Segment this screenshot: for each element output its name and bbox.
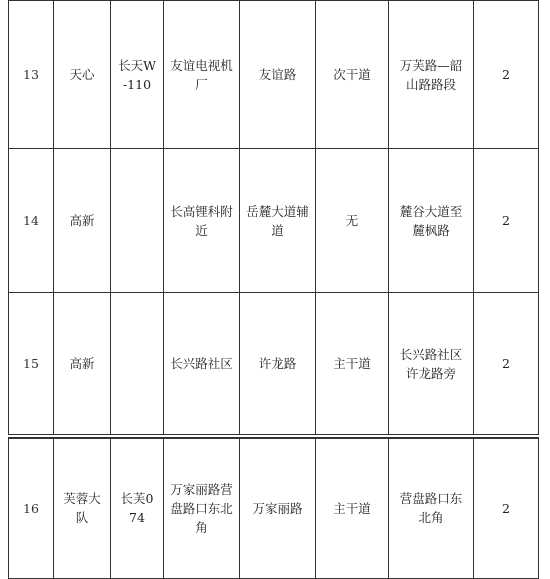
code-cell: 长天W-110 bbox=[111, 1, 164, 149]
violation-table bbox=[8, 0, 539, 435]
row-number: 15 bbox=[9, 293, 54, 435]
road-class-cell: 次干道 bbox=[316, 1, 389, 149]
location-cell: 友谊电视机厂 bbox=[164, 1, 240, 149]
road-class-cell: 主干道 bbox=[316, 293, 389, 435]
section-cell: 麓谷大道至麓枫路 bbox=[389, 149, 474, 293]
count-cell: 2 bbox=[474, 293, 539, 435]
count-cell: 2 bbox=[474, 438, 539, 578]
section-cell: 万芙路—韶山路路段 bbox=[389, 1, 474, 149]
location-cell: 长兴路社区 bbox=[164, 293, 240, 435]
code-cell bbox=[111, 149, 164, 293]
row-number: 14 bbox=[9, 149, 54, 293]
row-number: 13 bbox=[9, 1, 54, 149]
section-cell: 长兴路社区许龙路旁 bbox=[389, 293, 474, 435]
road-cell: 岳麓大道辅道 bbox=[240, 149, 316, 293]
road-cell: 许龙路 bbox=[240, 293, 316, 435]
road-cell: 友谊路 bbox=[240, 1, 316, 149]
count-cell: 2 bbox=[474, 1, 539, 149]
section-cell: 营盘路口东北角 bbox=[389, 438, 474, 578]
road-cell: 万家丽路 bbox=[240, 438, 316, 578]
area-cell: 高新 bbox=[54, 149, 111, 293]
table-row bbox=[9, 149, 539, 293]
location-cell: 长高锂科附近 bbox=[164, 149, 240, 293]
code-cell: 长芙074 bbox=[111, 438, 164, 578]
violation-table-continued bbox=[8, 437, 539, 579]
table-row bbox=[9, 293, 539, 435]
road-class-cell: 主干道 bbox=[316, 438, 389, 578]
table-row bbox=[9, 438, 539, 578]
count-cell: 2 bbox=[474, 149, 539, 293]
road-class-cell: 无 bbox=[316, 149, 389, 293]
table-row bbox=[9, 1, 539, 149]
area-cell: 芙蓉大队 bbox=[54, 438, 111, 578]
code-cell bbox=[111, 293, 164, 435]
location-cell: 万家丽路营盘路口东北角 bbox=[164, 438, 240, 578]
area-cell: 高新 bbox=[54, 293, 111, 435]
area-cell: 天心 bbox=[54, 1, 111, 149]
row-number: 16 bbox=[9, 438, 54, 578]
